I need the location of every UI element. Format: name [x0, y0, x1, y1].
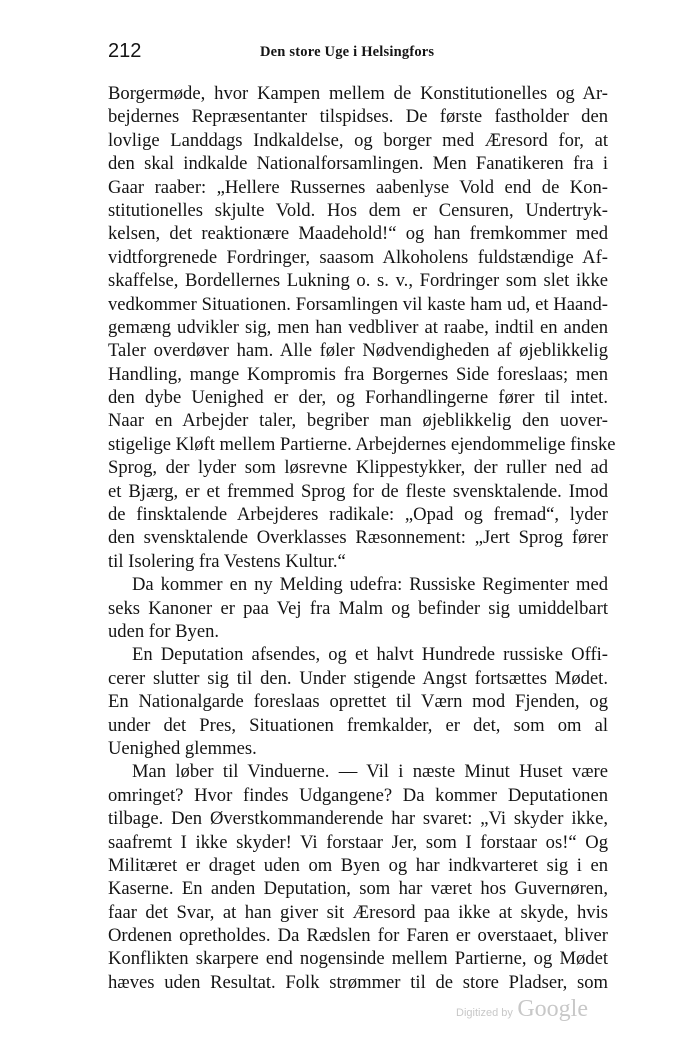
- text-line: tilbage. Den Øverstkommanderende har svaret: „Vi skyder ikke,: [108, 808, 608, 830]
- text-line: bejdernes Repræsentanter tilspidses. De første fastholder den: [108, 106, 608, 128]
- text-line: stitutionelles skjulte Vold. Hos dem er Censuren, Undertryk-: [108, 199, 608, 221]
- text-line: seks Kanoner er paa Vej fra Malm og befinder sig umiddelbart: [108, 597, 608, 619]
- text-line: Gaar raaber: „Hellere Russernes aabenlyse Vold end de Kon-: [108, 176, 608, 198]
- text-line: Handling, mange Kompromis fra Borgernes Side foreslaas; men: [108, 363, 608, 385]
- page-header: [108, 40, 608, 70]
- text-line: Uenighed glemmes.: [108, 737, 257, 759]
- text-line: faar det Svar, at han giver sit Æresord paa ikke at skyde, hvis: [108, 901, 608, 923]
- google-logo: Google: [517, 996, 588, 1022]
- text-line: Sprog, der lyder som løsrevne Klippestykker, der ruller ned ad: [108, 457, 608, 479]
- text-line: En Deputation afsendes, og et halvt Hundrede russiske Offi-: [132, 644, 608, 666]
- text-line: vidtforgrenede Fordringer, saasom Alkoholens fuldstændige Af-: [108, 246, 608, 268]
- text-line: til Isolering fra Vestens Kultur.“: [108, 550, 346, 572]
- running-title: Den store Uge i Helsingfors: [260, 44, 435, 60]
- text-line: den dybe Uenighed er der, og Forhandlingerne fører til intet.: [108, 387, 608, 409]
- text-line: den svensktalende Overklasses Ræsonnement: „Jert Sprog fører: [108, 527, 608, 549]
- page-number: 212: [108, 40, 142, 62]
- text-line: Naar en Arbejder taler, begriber man øjeblikkelig den uover-: [108, 410, 608, 432]
- text-line: Ordenen opretholdes. Da Rædslen for Faren er overstaaet, bliver: [108, 925, 608, 947]
- text-line: den skal indkalde Nationalforsamlingen. Men Fanatikeren fra i: [108, 153, 608, 175]
- text-line: et Bjærg, er et fremmed Sprog for de fleste svensktalende. Imod: [108, 480, 608, 502]
- text-line: kelsen, det reaktionære Maadehold!“ og han fremkommer med: [108, 223, 608, 245]
- text-line: Konflikten skarpere end nogensinde mellem Partierne, og Mødet: [108, 948, 608, 970]
- text-line: cerer slutter sig til den. Under stigende Angst fortsættes Mødet.: [108, 667, 608, 689]
- text-line: saafremt I ikke skyder! Vi forstaar Jer, som I forstaar os!“ Og: [108, 831, 608, 853]
- text-line: under det Pres, Situationen fremkalder, er det, som om al: [108, 714, 608, 736]
- text-line: Man løber til Vinduerne. — Vil i næste Minut Huset være: [132, 761, 608, 783]
- text-line: Taler overdøver ham. Alle føler Nødvendigheden af øjeblikkelig: [108, 340, 608, 362]
- text-line: Militæret er draget uden om Byen og har indkvarteret sig i en: [108, 854, 608, 876]
- text-line: Kaserne. En anden Deputation, som har været hos Guvernøren,: [108, 878, 608, 900]
- text-line: hæves uden Resultat. Folk strømmer til de store Pladser, som: [108, 971, 608, 993]
- text-line: gemæng udvikler sig, men han vedbliver at raabe, indtil en anden: [108, 316, 608, 338]
- text-line: lovlige Landdags Indkaldelse, og borger med Æresord for, at: [108, 129, 608, 151]
- text-line: skaffelse, Bordellernes Lukning o. s. v., Fordringer som slet ikke: [108, 270, 608, 292]
- text-line: vedkommer Situationen. Forsamlingen vil kaste ham ud, et Haand-: [108, 293, 608, 315]
- text-line: uden for Byen.: [108, 620, 220, 642]
- text-line: stigelige Kløft mellem Partierne. Arbejdernes ejendommelige finske: [108, 433, 616, 455]
- text-line: omringet? Hvor findes Udgangene? Da kommer Deputationen: [108, 784, 608, 806]
- text-line: Da kommer en ny Melding udefra: Russiske Regimenter med: [132, 574, 608, 596]
- digitized-by-label: Digitized by: [456, 1007, 513, 1019]
- body-text: [108, 82, 616, 994]
- text-line: En Nationalgarde foreslaas oprettet til Værn mod Fjenden, og: [108, 691, 608, 713]
- digitization-watermark: [456, 996, 588, 1023]
- text-line: de finsktalende Arbejderes radikale: „Opad og fremad“, lyder: [108, 504, 608, 526]
- text-line: Borgermøde, hvor Kampen mellem de Konstitutionelles og Ar-: [108, 83, 608, 104]
